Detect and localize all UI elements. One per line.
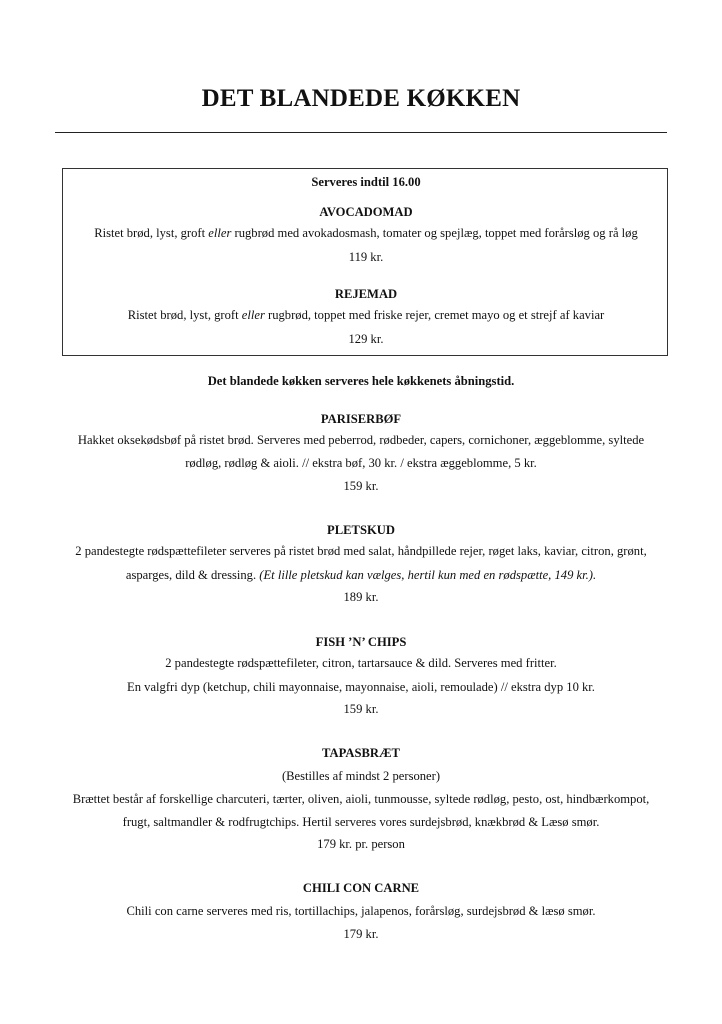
item-description: Brættet består af forskellige charcuteri, tærter, oliven, aioli, tunmousse, syltede rødløg, pesto, ost, hindbærkompot, (72, 792, 650, 806)
box-header: Serveres indtil 16.00 (311, 175, 421, 189)
item-name: TAPASBRÆT (322, 746, 400, 760)
item-note: (Bestilles af mindst 2 personer) (281, 769, 441, 783)
item-name: CHILI CON CARNE (302, 881, 420, 895)
item-description: asparges, dild & dressing. (Et lille pletskud kan vælges, hertil kun med en rødspætte, 149 kr.). (125, 568, 597, 582)
avocadomad-name: AVOCADOMAD (319, 205, 413, 219)
item-description: Chili con carne serveres med ris, tortillachips, jalapenos, forårsløg, surdejsbrød & læsø smør. (126, 904, 596, 918)
title-divider (55, 132, 667, 133)
rejemad-price: 129 kr. (348, 332, 384, 346)
item-price: 189 kr. (343, 590, 379, 604)
item-description: En valgfri dyp (ketchup, chili mayonnaise, mayonnaise, aioli, remoulade) // ekstra dyp 10 kr. (127, 680, 595, 694)
avocadomad-price: 119 kr. (348, 250, 384, 264)
item-price: 159 kr. (343, 702, 379, 716)
item-description: 2 pandestegte rødspættefileter serveres på ristet brød med salat, håndpillede rejer, røget laks, kaviar, citron, grønt, (75, 544, 647, 558)
page-title: DET BLANDEDE KØKKEN (201, 85, 521, 112)
item-price: 179 kr. pr. person (317, 837, 405, 851)
item-price: 179 kr. (343, 927, 379, 941)
item-description: 2 pandestegte rødspættefileter, citron, tartarsauce & dild. Serveres med fritter. (165, 656, 557, 670)
avocadomad-description: Ristet brød, lyst, groft eller rugbrød med avokadosmash, tomater og spejlæg, toppet med forårsløg og rå løg (94, 226, 638, 240)
rejemad-name: REJEMAD (334, 287, 398, 301)
item-description: rødløg, rødløg & aioli. // ekstra bøf, 30 kr. / ekstra æggeblomme, 5 kr. (185, 456, 537, 470)
item-name: PARISERBØF (320, 412, 402, 426)
morning-menu-box (62, 168, 668, 356)
item-price: 159 kr. (343, 479, 379, 493)
item-name: PLETSKUD (327, 523, 395, 537)
item-description: Hakket oksekødsbøf på ristet brød. Serveres med peberrod, rødbeder, capers, cornichoner, æggeblomme, syltede (77, 433, 645, 447)
item-description: frugt, saltmandler & rodfrugtchips. Hertil serveres vores surdejsbrød, knækbrød & Læsø smør. (122, 815, 600, 829)
item-name: FISH ’N’ CHIPS (315, 635, 407, 649)
kitchen-hours-notice: Det blandede køkken serveres hele køkkenets åbningstid. (207, 374, 515, 388)
rejemad-description: Ristet brød, lyst, groft eller rugbrød, toppet med friske rejer, cremet mayo og et strejf af kaviar (127, 308, 605, 322)
